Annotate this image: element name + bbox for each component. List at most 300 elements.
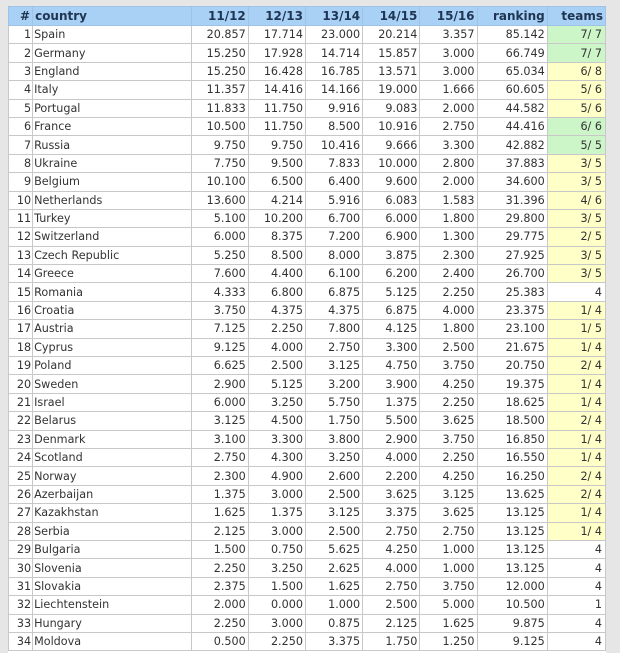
table-row[interactable] [9,81,606,99]
cell-season-11-12: 1.375 [191,485,248,503]
cell-teams: 4 [547,614,605,632]
cell-season-11-12: 6.625 [191,357,248,375]
cell-country: England [33,62,192,80]
cell-teams: 1/ 5 [547,320,605,338]
cell-season-12-13: 6.500 [248,173,305,191]
cell-country: Israel [33,393,192,411]
cell-season-11-12: 6.000 [191,228,248,246]
table-row[interactable] [9,412,606,430]
table-row[interactable] [9,154,606,172]
cell-season-11-12: 3.125 [191,412,248,430]
cell-country: Kazakhstan [33,504,192,522]
table-row[interactable] [9,430,606,448]
cell-ranking: 12.000 [477,577,547,595]
cell-season-13-14: 16.785 [305,62,362,80]
cell-season-12-13: 2.250 [248,632,305,650]
cell-ranking: 29.775 [477,228,547,246]
cell-season-15-16: 2.300 [420,246,477,264]
column-header-season-12-13[interactable]: 12/13 [248,7,305,26]
table-row[interactable] [9,467,606,485]
cell-season-12-13: 4.500 [248,412,305,430]
cell-season-12-13: 3.000 [248,522,305,540]
cell-season-14-15: 1.750 [363,632,420,650]
cell-ranking: 9.875 [477,614,547,632]
cell-season-13-14: 2.500 [305,485,362,503]
table-row[interactable] [9,62,606,80]
cell-country: Germany [33,44,192,62]
cell-season-14-15: 2.125 [363,614,420,632]
cell-season-15-16: 3.357 [420,26,477,44]
cell-season-15-16: 2.250 [420,283,477,301]
table-row[interactable] [9,26,606,44]
table-row[interactable] [9,44,606,62]
cell-rank: 17 [9,320,33,338]
table-row[interactable] [9,265,606,283]
cell-ranking: 18.625 [477,393,547,411]
table-row[interactable] [9,393,606,411]
cell-season-11-12: 5.250 [191,246,248,264]
cell-rank: 7 [9,136,33,154]
column-header-season-13-14[interactable]: 13/14 [305,7,362,26]
cell-rank: 9 [9,173,33,191]
cell-rank: 16 [9,301,33,319]
cell-season-13-14: 7.833 [305,154,362,172]
cell-season-12-13: 3.000 [248,614,305,632]
cell-country: Greece [33,265,192,283]
cell-rank: 1 [9,26,33,44]
cell-ranking: 16.550 [477,448,547,466]
cell-season-13-14: 7.800 [305,320,362,338]
cell-teams: 1/ 4 [547,375,605,393]
cell-season-11-12: 15.250 [191,44,248,62]
cell-season-15-16: 1.583 [420,191,477,209]
cell-ranking: 21.675 [477,338,547,356]
cell-rank: 28 [9,522,33,540]
table-row[interactable] [9,540,606,558]
cell-season-11-12: 13.600 [191,191,248,209]
cell-teams: 3/ 5 [547,265,605,283]
cell-country: Netherlands [33,191,192,209]
cell-season-14-15: 2.750 [363,577,420,595]
cell-season-13-14: 1.750 [305,412,362,430]
cell-season-11-12: 2.375 [191,577,248,595]
cell-season-11-12: 2.250 [191,559,248,577]
cell-season-15-16: 3.625 [420,412,477,430]
cell-season-11-12: 1.625 [191,504,248,522]
cell-ranking: 23.100 [477,320,547,338]
cell-season-14-15: 6.875 [363,301,420,319]
cell-season-14-15: 6.000 [363,209,420,227]
table-row[interactable] [9,485,606,503]
table-row[interactable] [9,559,606,577]
cell-season-15-16: 2.400 [420,265,477,283]
cell-ranking: 25.383 [477,283,547,301]
cell-season-15-16: 2.000 [420,173,477,191]
cell-ranking: 66.749 [477,44,547,62]
cell-season-11-12: 11.833 [191,99,248,117]
cell-season-14-15: 3.875 [363,246,420,264]
cell-teams: 3/ 5 [547,246,605,264]
cell-ranking: 16.250 [477,467,547,485]
cell-season-12-13: 6.800 [248,283,305,301]
cell-season-13-14: 6.400 [305,173,362,191]
ranking-table-container [8,6,606,653]
column-header-season-11-12[interactable]: 11/12 [191,7,248,26]
cell-country: Croatia [33,301,192,319]
cell-season-11-12: 20.857 [191,26,248,44]
cell-ranking: 37.883 [477,154,547,172]
cell-ranking: 18.500 [477,412,547,430]
cell-season-11-12: 3.750 [191,301,248,319]
cell-season-11-12: 10.100 [191,173,248,191]
cell-season-11-12: 9.125 [191,338,248,356]
column-header-season-14-15[interactable]: 14/15 [363,7,420,26]
cell-season-15-16: 2.250 [420,393,477,411]
cell-teams: 1/ 4 [547,338,605,356]
cell-season-13-14: 9.916 [305,99,362,117]
table-row[interactable] [9,596,606,614]
cell-country: France [33,117,192,135]
cell-teams: 2/ 4 [547,485,605,503]
cell-season-15-16: 2.750 [420,117,477,135]
cell-rank: 20 [9,375,33,393]
cell-season-15-16: 1.666 [420,81,477,99]
cell-season-11-12: 7.600 [191,265,248,283]
cell-country: Bulgaria [33,540,192,558]
cell-season-13-14: 5.750 [305,393,362,411]
table-row[interactable] [9,320,606,338]
header-row [9,7,606,26]
cell-season-13-14: 1.000 [305,596,362,614]
uefa-country-ranking-table [8,6,606,651]
table-row[interactable] [9,504,606,522]
cell-country: Italy [33,81,192,99]
cell-rank: 10 [9,191,33,209]
cell-season-11-12: 5.100 [191,209,248,227]
cell-ranking: 44.582 [477,99,547,117]
cell-rank: 26 [9,485,33,503]
cell-country: Azerbaijan [33,485,192,503]
cell-season-14-15: 10.916 [363,117,420,135]
cell-season-15-16: 3.000 [420,62,477,80]
cell-country: Sweden [33,375,192,393]
table-row[interactable] [9,357,606,375]
cell-country: Turkey [33,209,192,227]
cell-teams: 4 [547,540,605,558]
cell-rank: 18 [9,338,33,356]
table-row[interactable] [9,209,606,227]
cell-season-13-14: 10.416 [305,136,362,154]
cell-season-14-15: 2.200 [363,467,420,485]
cell-season-12-13: 9.500 [248,154,305,172]
cell-ranking: 13.125 [477,540,547,558]
cell-season-15-16: 3.625 [420,504,477,522]
cell-ranking: 26.700 [477,265,547,283]
cell-rank: 27 [9,504,33,522]
cell-season-13-14: 2.600 [305,467,362,485]
cell-ranking: 10.500 [477,596,547,614]
cell-season-11-12: 11.357 [191,81,248,99]
cell-ranking: 29.800 [477,209,547,227]
cell-rank: 30 [9,559,33,577]
cell-season-12-13: 9.750 [248,136,305,154]
table-row[interactable] [9,191,606,209]
cell-season-15-16: 3.750 [420,357,477,375]
cell-season-15-16: 3.125 [420,485,477,503]
cell-season-15-16: 4.250 [420,467,477,485]
cell-teams: 5/ 5 [547,136,605,154]
cell-rank: 8 [9,154,33,172]
cell-season-13-14: 5.916 [305,191,362,209]
cell-season-15-16: 4.000 [420,301,477,319]
table-row[interactable] [9,99,606,117]
cell-teams: 7/ 7 [547,26,605,44]
cell-teams: 1/ 4 [547,393,605,411]
column-header-teams[interactable]: teams [547,7,605,26]
cell-season-11-12: 15.250 [191,62,248,80]
cell-rank: 2 [9,44,33,62]
cell-season-11-12: 2.300 [191,467,248,485]
cell-season-15-16: 2.250 [420,448,477,466]
cell-rank: 12 [9,228,33,246]
cell-season-11-12: 7.750 [191,154,248,172]
cell-season-14-15: 2.900 [363,430,420,448]
cell-season-13-14: 14.166 [305,81,362,99]
cell-season-13-14: 2.500 [305,522,362,540]
cell-season-14-15: 10.000 [363,154,420,172]
cell-rank: 15 [9,283,33,301]
cell-season-12-13: 4.300 [248,448,305,466]
cell-season-11-12: 1.500 [191,540,248,558]
cell-country: Cyprus [33,338,192,356]
cell-teams: 3/ 5 [547,209,605,227]
cell-season-14-15: 9.083 [363,99,420,117]
table-row[interactable] [9,577,606,595]
cell-season-13-14: 6.875 [305,283,362,301]
cell-season-12-13: 2.500 [248,357,305,375]
cell-rank: 6 [9,117,33,135]
cell-ranking: 44.416 [477,117,547,135]
cell-season-13-14: 5.625 [305,540,362,558]
cell-country: Switzerland [33,228,192,246]
cell-season-14-15: 4.250 [363,540,420,558]
cell-rank: 25 [9,467,33,485]
cell-season-12-13: 2.250 [248,320,305,338]
cell-season-12-13: 3.000 [248,485,305,503]
cell-ranking: 34.600 [477,173,547,191]
cell-rank: 31 [9,577,33,595]
cell-teams: 5/ 6 [547,81,605,99]
cell-season-13-14: 8.000 [305,246,362,264]
cell-season-12-13: 14.416 [248,81,305,99]
cell-season-14-15: 3.300 [363,338,420,356]
cell-rank: 19 [9,357,33,375]
cell-rank: 32 [9,596,33,614]
cell-country: Slovenia [33,559,192,577]
cell-season-13-14: 3.125 [305,504,362,522]
cell-season-13-14: 2.750 [305,338,362,356]
cell-teams: 4 [547,577,605,595]
cell-teams: 2/ 4 [547,357,605,375]
cell-season-12-13: 1.375 [248,504,305,522]
table-row[interactable] [9,173,606,191]
table-row[interactable] [9,522,606,540]
cell-season-13-14: 0.875 [305,614,362,632]
cell-country: Liechtenstein [33,596,192,614]
cell-ranking: 20.750 [477,357,547,375]
cell-season-15-16: 1.800 [420,209,477,227]
cell-teams: 6/ 6 [547,117,605,135]
cell-season-15-16: 2.750 [420,522,477,540]
cell-season-11-12: 6.000 [191,393,248,411]
cell-teams: 1/ 4 [547,448,605,466]
cell-teams: 1/ 4 [547,430,605,448]
cell-country: Austria [33,320,192,338]
cell-rank: 5 [9,99,33,117]
cell-season-13-14: 23.000 [305,26,362,44]
cell-rank: 14 [9,265,33,283]
cell-ranking: 23.375 [477,301,547,319]
cell-season-14-15: 9.666 [363,136,420,154]
cell-rank: 24 [9,448,33,466]
cell-ranking: 60.605 [477,81,547,99]
cell-ranking: 85.142 [477,26,547,44]
cell-teams: 4 [547,632,605,650]
cell-season-11-12: 2.000 [191,596,248,614]
cell-teams: 1/ 4 [547,504,605,522]
column-header-season-15-16[interactable]: 15/16 [420,7,477,26]
cell-season-13-14: 2.625 [305,559,362,577]
cell-season-12-13: 3.300 [248,430,305,448]
cell-ranking: 13.125 [477,522,547,540]
cell-teams: 2/ 5 [547,228,605,246]
cell-season-11-12: 10.500 [191,117,248,135]
cell-country: Poland [33,357,192,375]
cell-ranking: 31.396 [477,191,547,209]
cell-season-11-12: 3.100 [191,430,248,448]
cell-country: Romania [33,283,192,301]
column-header-country[interactable]: country [33,7,192,26]
cell-rank: 23 [9,430,33,448]
cell-season-15-16: 3.300 [420,136,477,154]
cell-season-15-16: 2.000 [420,99,477,117]
cell-season-12-13: 17.714 [248,26,305,44]
cell-teams: 2/ 4 [547,467,605,485]
cell-season-12-13: 4.000 [248,338,305,356]
cell-teams: 3/ 5 [547,173,605,191]
cell-season-14-15: 5.500 [363,412,420,430]
cell-season-12-13: 4.400 [248,265,305,283]
table-row[interactable] [9,228,606,246]
cell-season-13-14: 3.250 [305,448,362,466]
cell-season-12-13: 11.750 [248,117,305,135]
cell-season-14-15: 4.000 [363,559,420,577]
cell-season-14-15: 15.857 [363,44,420,62]
cell-season-13-14: 1.625 [305,577,362,595]
cell-season-13-14: 3.375 [305,632,362,650]
table-row[interactable] [9,301,606,319]
table-row[interactable] [9,283,606,301]
cell-season-12-13: 5.125 [248,375,305,393]
cell-season-12-13: 1.500 [248,577,305,595]
cell-teams: 3/ 5 [547,154,605,172]
cell-season-13-14: 7.200 [305,228,362,246]
cell-ranking: 9.125 [477,632,547,650]
cell-country: Hungary [33,614,192,632]
cell-season-15-16: 1.625 [420,614,477,632]
cell-season-13-14: 3.800 [305,430,362,448]
cell-season-12-13: 17.928 [248,44,305,62]
cell-season-11-12: 7.125 [191,320,248,338]
cell-country: Slovakia [33,577,192,595]
cell-season-14-15: 3.900 [363,375,420,393]
cell-country: Scotland [33,448,192,466]
cell-ranking: 13.625 [477,485,547,503]
cell-season-15-16: 3.750 [420,430,477,448]
cell-season-14-15: 13.571 [363,62,420,80]
cell-country: Russia [33,136,192,154]
cell-season-15-16: 5.000 [420,596,477,614]
cell-season-14-15: 4.750 [363,357,420,375]
cell-season-12-13: 0.000 [248,596,305,614]
cell-season-11-12: 9.750 [191,136,248,154]
cell-teams: 4 [547,283,605,301]
table-row[interactable] [9,632,606,650]
cell-season-14-15: 4.000 [363,448,420,466]
table-row[interactable] [9,614,606,632]
cell-country: Belarus [33,412,192,430]
cell-rank: 34 [9,632,33,650]
cell-season-12-13: 0.750 [248,540,305,558]
cell-season-11-12: 0.500 [191,632,248,650]
cell-season-14-15: 2.500 [363,596,420,614]
table-row[interactable] [9,246,606,264]
cell-rank: 21 [9,393,33,411]
cell-season-13-14: 4.375 [305,301,362,319]
table-row[interactable] [9,338,606,356]
column-header-ranking[interactable]: ranking [477,7,547,26]
cell-season-15-16: 1.800 [420,320,477,338]
cell-country: Moldova [33,632,192,650]
cell-season-12-13: 8.500 [248,246,305,264]
cell-teams: 1/ 4 [547,301,605,319]
cell-season-15-16: 3.000 [420,44,477,62]
cell-ranking: 27.925 [477,246,547,264]
cell-season-12-13: 10.200 [248,209,305,227]
cell-season-13-14: 8.500 [305,117,362,135]
cell-country: Serbia [33,522,192,540]
cell-teams: 2/ 4 [547,412,605,430]
cell-season-14-15: 1.375 [363,393,420,411]
cell-country: Ukraine [33,154,192,172]
cell-season-12-13: 8.375 [248,228,305,246]
cell-season-13-14: 14.714 [305,44,362,62]
cell-country: Czech Republic [33,246,192,264]
cell-season-14-15: 19.000 [363,81,420,99]
table-row[interactable] [9,136,606,154]
cell-rank: 4 [9,81,33,99]
cell-ranking: 13.125 [477,504,547,522]
column-header-rank[interactable]: # [9,7,33,26]
cell-rank: 33 [9,614,33,632]
table-row[interactable] [9,375,606,393]
cell-teams: 7/ 7 [547,44,605,62]
cell-season-14-15: 20.214 [363,26,420,44]
cell-rank: 13 [9,246,33,264]
table-row[interactable] [9,117,606,135]
cell-season-15-16: 1.300 [420,228,477,246]
table-row[interactable] [9,448,606,466]
